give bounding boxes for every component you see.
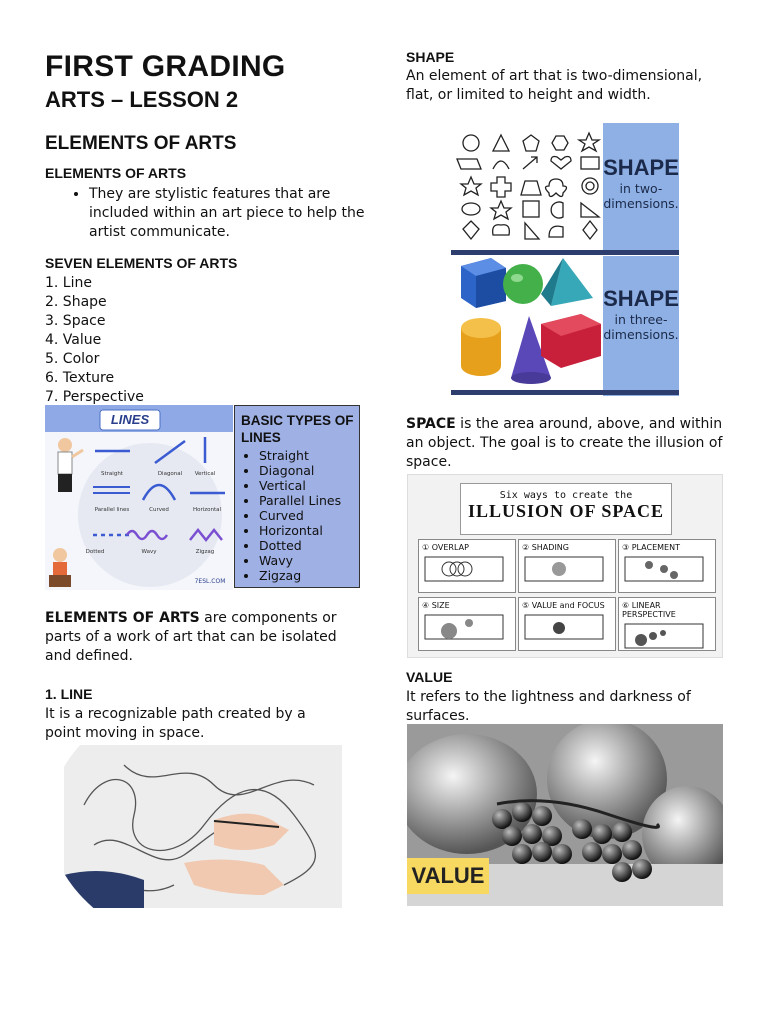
value-heading: VALUE xyxy=(406,669,453,685)
list-item: • Curved xyxy=(259,508,359,523)
list-item: 3. Space xyxy=(45,313,106,329)
space-panel-label: ② SHADING xyxy=(522,543,569,552)
lines-credit: 7ESL.COM xyxy=(194,578,226,585)
list-item: 7. Perspective xyxy=(45,389,144,405)
line-text: It is a recognizable path created by a point moving in space. xyxy=(45,706,306,741)
space-panel-label: ⑤ VALUE and FOCUS xyxy=(522,601,605,610)
space-bold: SPACE xyxy=(406,416,456,432)
shape-3d-image xyxy=(451,256,679,396)
list-item: 1. Line xyxy=(45,275,92,291)
line-label-parallel: Parallel lines xyxy=(94,507,130,513)
components-bold: ELEMENTS OF ARTS xyxy=(45,610,200,626)
lines-illustration-svg xyxy=(45,405,233,590)
list-item: • Diagonal xyxy=(259,463,359,478)
shape-3d-label-small: in three-dimensions. xyxy=(603,312,679,342)
list-item: • Wavy xyxy=(259,553,359,568)
list-item: • Straight xyxy=(259,448,359,463)
space-image xyxy=(407,474,723,658)
seven-elements-heading: SEVEN ELEMENTS OF ARTS xyxy=(45,255,238,271)
space-panel-label: ⑥ LINEAR PERSPECTIVE xyxy=(622,601,676,619)
space-panel-shading xyxy=(518,539,616,593)
shape-2d-svg xyxy=(451,123,603,251)
page-title: FIRST GRADING xyxy=(45,50,286,83)
space-panel-placement-svg xyxy=(619,555,709,585)
shape-3d-label-big: SHAPE xyxy=(603,286,679,311)
seven-elements-list xyxy=(45,274,144,407)
line-label-vertical: Vertical xyxy=(194,471,216,477)
space-panel-overlap xyxy=(418,539,516,593)
list-item: 6. Texture xyxy=(45,370,115,386)
line-label-horizontal: Horizontal xyxy=(192,507,222,513)
space-panel-size-svg xyxy=(419,613,509,643)
shape-bottom-bar xyxy=(451,390,679,395)
list-item: • Dotted xyxy=(259,538,359,553)
value-badge: VALUE xyxy=(407,858,489,894)
space-panel-shading-svg xyxy=(519,555,609,585)
space-panel-perspective-svg xyxy=(619,622,709,652)
space-text: is the area around, above, and within an object. The goal is to create the illusion of space. xyxy=(406,416,723,470)
space-panel-label: ③ PLACEMENT xyxy=(622,543,680,552)
shape-3d-label xyxy=(603,256,679,396)
section-title: ELEMENTS OF ARTS xyxy=(45,133,237,154)
value-image xyxy=(407,724,723,906)
lines-illustration xyxy=(45,405,233,590)
shape-2d-image xyxy=(451,123,679,251)
list-item: 4. Value xyxy=(45,332,102,348)
line-drawing-svg xyxy=(64,745,342,908)
list-item: • Horizontal xyxy=(259,523,359,538)
line-heading: 1. LINE xyxy=(45,686,93,702)
basic-lines-heading: BASIC TYPES OF LINES xyxy=(241,413,354,445)
list-item: • Vertical xyxy=(259,478,359,493)
space-panel-label: ① OVERLAP xyxy=(422,543,469,552)
shape-3d-svg xyxy=(451,256,603,396)
line-label-straight: Straight xyxy=(101,471,123,477)
line-label-diagonal: Diagonal xyxy=(157,471,183,477)
shape-heading: SHAPE xyxy=(406,49,455,65)
space-panel-perspective xyxy=(618,597,716,651)
space-panel-size xyxy=(418,597,516,651)
space-panel-value-svg xyxy=(519,613,609,643)
space-paragraph xyxy=(406,415,726,472)
line-label-dotted: Dotted xyxy=(85,549,105,555)
line-label-curved: Curved xyxy=(149,507,169,513)
space-title-card xyxy=(460,483,672,535)
shape-2d-label-small: in two-dimensions. xyxy=(603,181,679,211)
list-item: 2. Shape xyxy=(45,294,107,310)
space-title-small: Six ways to create the xyxy=(499,490,633,501)
basic-lines-box xyxy=(234,405,360,588)
list-item: • Zigzag xyxy=(259,568,359,583)
list-item: • Parallel Lines xyxy=(259,493,359,508)
elements-bullet: • They are stylistic features that are included within an art piece to help the artist communicate. xyxy=(89,185,365,242)
lesson-subtitle: ARTS – LESSON 2 xyxy=(45,87,239,112)
components-paragraph xyxy=(45,609,367,666)
line-drawing-photo xyxy=(64,745,342,908)
shape-text: An element of art that is two-dimensional, flat, or limited to height and width. xyxy=(406,68,703,103)
elements-heading: ELEMENTS OF ARTS xyxy=(45,165,187,181)
list-item: 5. Color xyxy=(45,351,100,367)
space-title-big: ILLUSION OF SPACE xyxy=(467,501,665,521)
space-panel-overlap-svg xyxy=(419,555,509,585)
space-panel-label: ④ SIZE xyxy=(422,601,450,610)
space-panel-placement xyxy=(618,539,716,593)
line-label-wavy: Wavy xyxy=(141,549,157,555)
shape-divider xyxy=(451,250,679,255)
line-label-zigzag: Zigzag xyxy=(195,549,215,555)
lines-banner: LINES xyxy=(110,412,150,427)
value-text: It refers to the lightness and darkness of surfaces. xyxy=(406,689,691,724)
space-panel-value xyxy=(518,597,616,651)
elements-definition xyxy=(45,185,365,242)
shape-2d-label xyxy=(603,123,679,251)
components-text: are components or parts of a work of art that can be isolated and defined. xyxy=(45,610,337,664)
shape-2d-label-big: SHAPE xyxy=(603,155,679,180)
basic-lines-list xyxy=(241,448,359,583)
